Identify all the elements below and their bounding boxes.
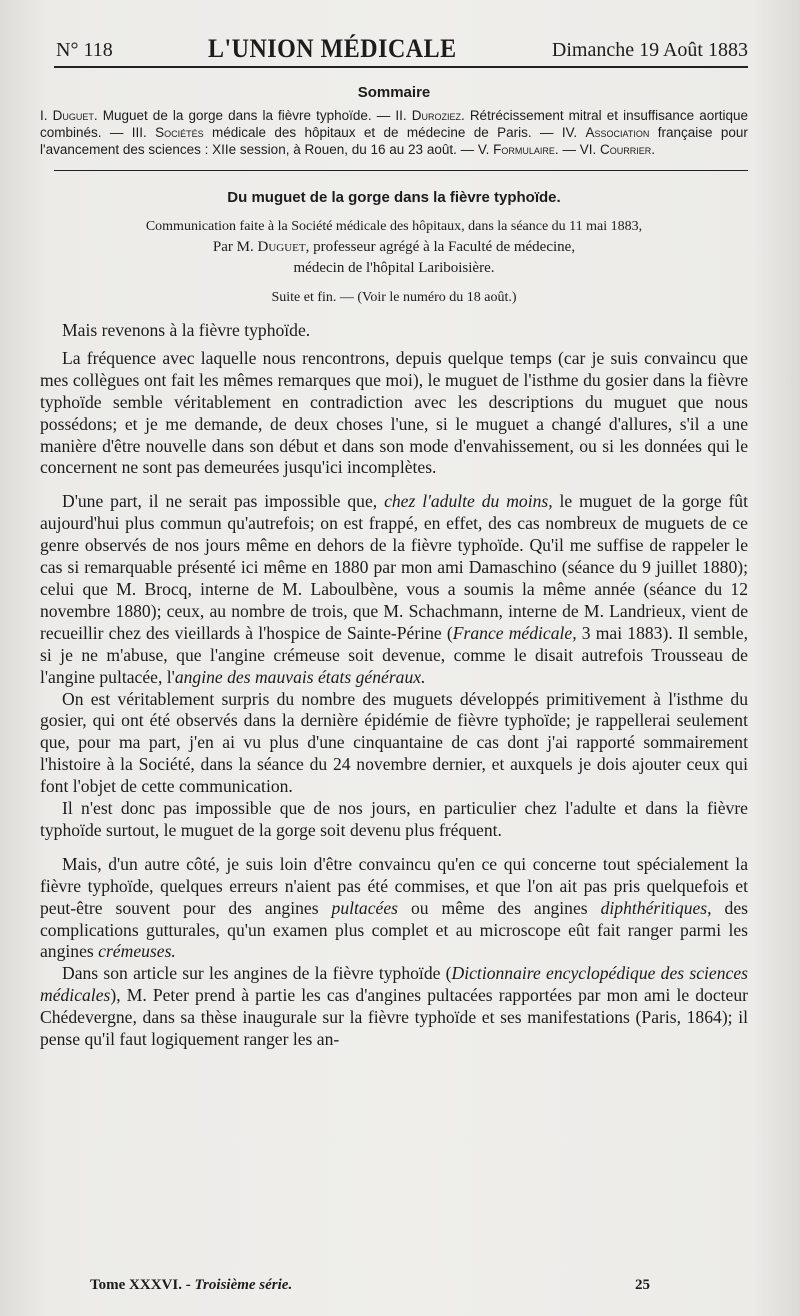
paragraph: Mais, d'un autre côté, je suis loin d'être convaincu qu'en ce qui concerne tout spécialement la fièvre typhoïde, quelques erreurs n'aient pas été commises, et que l'on ait pas pris quelquefois et peut-être souvent pour des angines pultacées ou même des angines diphthéritiques, des complications gutturales, qu'un examen plus complet et au microscope eût fait ranger parmi les angines crémeuses. [40, 853, 748, 962]
summary-list [40, 107, 748, 158]
paragraph: Dans son article sur les angines de la fièvre typhoïde (Dictionnaire encyclopédique des sciences médicales), M. Peter prend à partie les cas d'angines pultacées rapportées par mon ami le docteur Chédevergne, dans sa thèse inaugurale sur la fièvre typhoïde et ses manifestations (Paris, 1864); il pense qu'il faut logiquement ranger les an- [40, 963, 748, 1050]
summary-rule [54, 170, 748, 171]
issue-date: Dimanche 19 Août 1883 [551, 39, 748, 61]
issue-number: N° 118 [56, 39, 113, 61]
journal-title: L'UNION MÉDICALE [207, 34, 457, 64]
masthead-rule [54, 66, 748, 68]
article-body [40, 320, 748, 1051]
volume-info: Tome XXXVI. - Troisième série. [90, 1277, 293, 1293]
summary-item: IV. Association française pour l'avancement des sciences : XIIe session, à Rouen, du 16 au 23 août. — [40, 125, 748, 157]
masthead [40, 36, 748, 66]
summary-item: V. Formulaire. — [477, 142, 576, 157]
paragraph: Il n'est donc pas impossible que de nos jours, en particulier chez l'adulte et dans la fièvre typhoïde surtout, le muguet de la gorge soit devenu plus fréquent. [40, 798, 748, 840]
continuation-note: Suite et fin. — (Voir le numéro du 18 août.) [271, 290, 517, 305]
article-title: Du muguet de la gorge dans la fièvre typhoïde. [227, 189, 561, 206]
page-footer [90, 1277, 650, 1294]
paragraph: D'une part, il ne serait pas impossible que, chez l'adulte du moins, le muguet de la gorge fût aujourd'hui plus commun qu'autrefois; on est frappé, en effet, des cas nombreux de muguets de ce genre observés de nos jours même en dehors de la fièvre typhoïde. Qu'il me suffise de rappeler le cas si remarquable présenté ici même en 1880 par mon ami Damaschino (séance du 9 juillet 1880); celui que M. Brocq, interne de M. Laboulbène, vous a soumis la même année (séance du 12 novembre 1880); ceux, au nombre de trois, que M. Schachmann, interne de M. Landrieux, vient de recueillir chez des vieillards à l'hospice de Sainte-Périne (France médicale, 3 mai 1883). Il semble, si je ne m'abuse, que l'angine crémeuse soit devenue, comme le disait autrefois Trousseau de l'angine pultacée, l'angine des mauvais états généraux. [40, 491, 749, 687]
summary-item: VI. Courrier. [579, 142, 655, 157]
summary-item: I. Duguet. Muguet de la gorge dans la fièvre typhoïde. — [40, 108, 391, 123]
author-name: Duguet [257, 239, 306, 255]
author-affiliation: médecin de l'hôpital Lariboisière. [293, 260, 495, 276]
paragraph: La fréquence avec laquelle nous rencontrons, depuis quelque temps (car je suis convaincu que mes collègues ont fait les mêmes remarques que moi), le muguet de l'isthme du gosier dans la fièvre typhoïde semble véritablement en contradiction avec les descriptions du muguet que nous possédons; et je me demande, de deux choses l'une, si le muguet a changé d'allures, s'il a une manière d'être nouvelle dans son début et dans son mode d'envahissement, ou si les données qui le concernent ne sont pas demeurées jusqu'ici incomplètes. [40, 347, 748, 478]
summary-item: II. Duroziez. Rétrécissement mitral et insuffisance aortique combinés. — [40, 108, 749, 140]
page-number: 25 [635, 1277, 650, 1293]
summary-item: III. Sociétés médicale des hôpitaux et de médecine de Paris. — [131, 125, 554, 140]
communication-note: Communication faite à la Société médicale des hôpitaux, dans la séance du 11 mai 1883, [145, 219, 643, 234]
paragraph: On est véritablement surpris du nombre des muguets développés primitivement à l'isthme du gosier, qui ont été observés dans la dernière épidémie de fièvre typhoïde; je rappellerai seulement que, pour ma part, j'en ai vu plus d'une cinquantaine de cas dont j'ai rapporté sommairement l'histoire à la Société, dans la séance du 24 novembre dernier, et auxquels je dois ajouter ceux qui font l'objet de cette communication. [40, 688, 748, 797]
paragraph: Mais revenons à la fièvre typhoïde. [62, 320, 311, 340]
author-line: Par M. Duguet, professeur agrégé à la Faculté de médecine, [212, 239, 576, 255]
summary-title: Sommaire [357, 84, 431, 101]
